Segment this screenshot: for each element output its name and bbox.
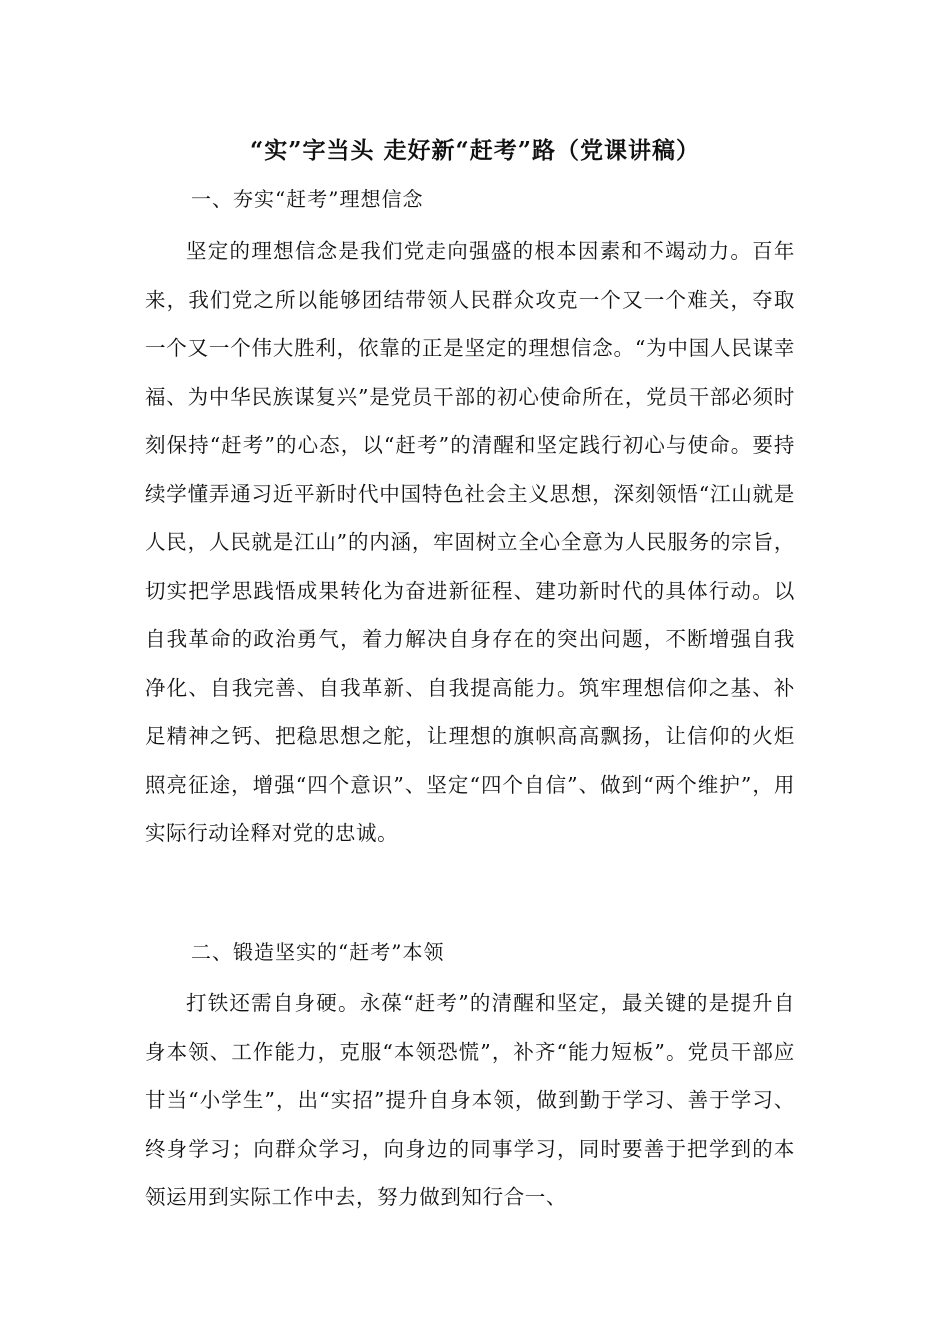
section-heading-1: 一、夯实“赶考”理想信念 — [191, 187, 424, 211]
document-title: “实”字当头 走好新“赶考”路（党课讲稿） — [250, 137, 700, 164]
section-heading-2: 二、锻造坚实的“赶考”本领 — [191, 940, 445, 964]
section-paragraph-1: 坚定的理想信念是我们党走向强盛的根本因素和不竭动力。百年来，我们党之所以能够团结带领人民群众攻克一个又一个难关，夺取一个又一个伟大胜利，依靠的正是坚定的理想信念。“为中国人民谋幸福、为中华民族谋复兴”是党员干部的初心使命所在，党员干部必须时刻保持“赶考”的心态，以“赶考”的清醒和坚定践行初心与使命。要持续学懂弄通习近平新时代中国特色社会主义思想，深刻领悟“江山就是人民，人民就是江山”的内涵，牢固树立全心全意为人民服务的宗旨，切实把学思践悟成果转化为奋进新征程、建功新时代的具体行动。以自我革命的政治勇气，着力解决自身存在的突出问题，不断增强自我净化、自我完善、自我革新、自我提高能力。筑牢理想信仰之基、补足精神之钙、把稳思想之舵，让理想的旗帜高高飘扬，让信仰的火炬照亮征途，增强“四个意识”、坚定“四个自信”、做到“两个维护”，用实际行动诠释对党的忠诚。 — [145, 239, 795, 845]
section-paragraph-2: 打铁还需自身硬。永葆“赶考”的清醒和坚定，最关键的是提升自身本领、工作能力，克服“本领恐慌”，补齐“能力短板”。党员干部应甘当“小学生”，出“实招”提升自身本领，做到勤于学习、善于学习、终身学习；向群众学习，向身边的同事学习，同时要善于把学到的本领运用到实际工作中去，努力做到知行合一、 — [145, 991, 795, 1209]
